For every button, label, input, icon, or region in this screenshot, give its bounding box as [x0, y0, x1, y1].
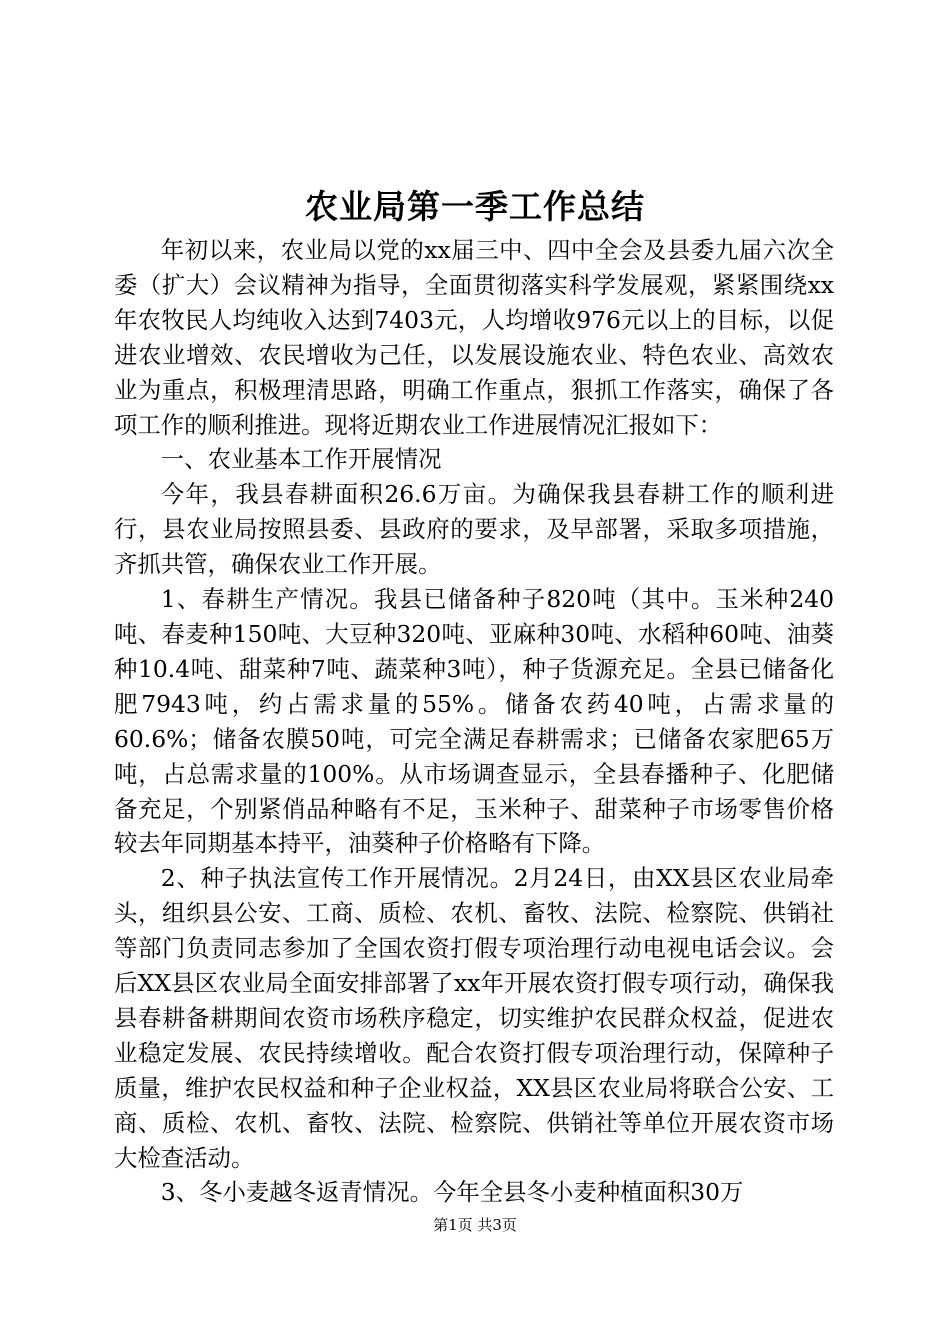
paragraph-spring-production: 1、春耕生产情况。我县已储备种子820吨（其中。玉米种240吨、春麦种150吨、大豆种320吨、亚麻种30吨、水稻种60吨、油葵种10.4吨、甜菜种7吨、蔬菜种3吨），种子货源充足。全县已储备化肥7943吨，约占需求量的55%。储备农药40吨，占需求量的60.6%；储备农膜50吨，可完全满足春耕需求；已储备农家肥65万吨，占总需求量的100%。从市场调查显示，全县春播种子、化肥储备充足，个别紧俏品种略有不足，玉米种子、甜菜种子市场零售价格较去年同期基本持平，油葵种子价格略有下降。: [114, 585, 834, 858]
document-body: [114, 233, 834, 1210]
paragraph-winter-wheat: 3、冬小麦越冬返青情况。今年全县冬小麦种植面积30万: [160, 1178, 744, 1207]
document-title: 农业局第一季工作总结: [305, 187, 645, 226]
section-heading-1: 一、农业基本工作开展情况: [160, 445, 442, 474]
paragraph-intro: 年初以来，农业局以党的xx届三中、四中全会及县委九届六次全委（扩大）会议精神为指导，全面贯彻落实科学发展观，紧紧围绕xx年农牧民人均纯收入达到7403元，人均增收976元以上的目标，以促进农业增效、农民增收为己任，以发展设施农业、特色农业、高效农业为重点，积极理清思路，明确工作重点，狠抓工作落实，确保了各项工作的顺利推进。现将近期农业工作进展情况汇报如下：: [114, 236, 834, 439]
page-number-footer: 第1页 共3页: [433, 1216, 517, 1234]
paragraph-spring-plowing-overview: 今年，我县春耕面积26.6万亩。为确保我县春耕工作的顺利进行，县农业局按照县委、县政府的要求，及早部署，采取多项措施，齐抓共管，确保农业工作开展。: [114, 480, 834, 579]
paragraph-seed-enforcement: 2、种子执法宣传工作开展情况。2月24日，由XX县区农业局牵头，组织县公安、工商、质检、农机、畜牧、法院、检察院、供销社等部门负责同志参加了全国农资打假专项治理行动电视电话会议。会后XX县区农业局全面安排部署了xx年开展农资打假专项行动，确保我县春耕备耕期间农资市场秩序稳定，切实维护农民群众权益，促进农业稳定发展、农民持续增收。配合农资打假专项治理行动，保障种子质量，维护农民权益和种子企业权益，XX县区农业局将联合公安、工商、质检、农机、畜牧、法院、检察院、供销社等单位开展农资市场大检查活动。: [114, 864, 834, 1172]
